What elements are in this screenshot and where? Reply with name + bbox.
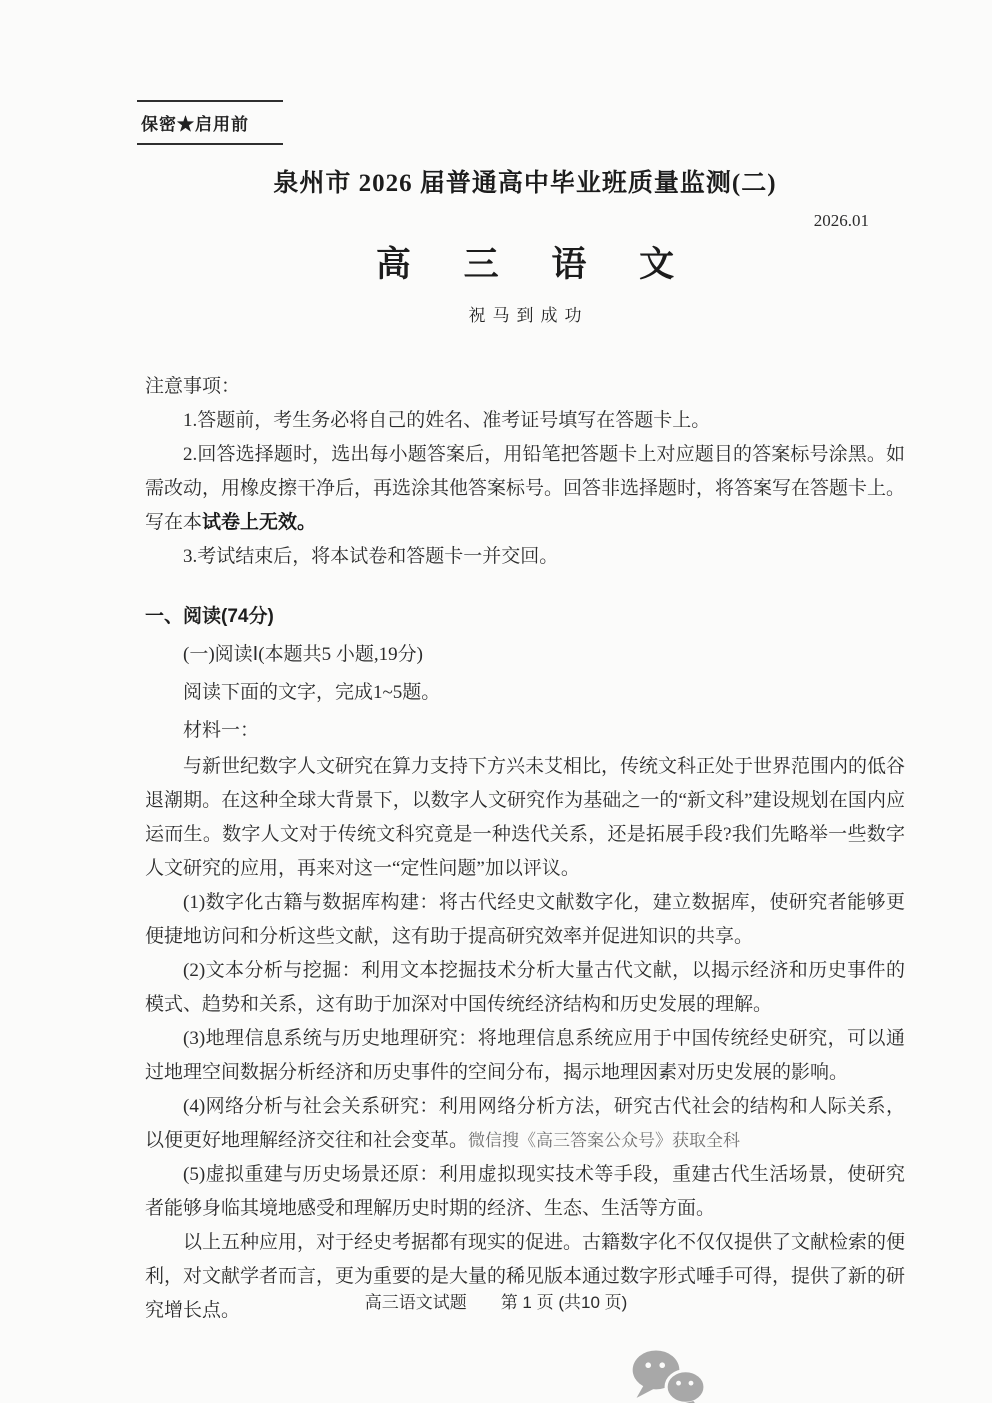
- notice-item-3: 3.考试结束后，将本试卷和答题卡一并交回。: [183, 546, 559, 567]
- confidential-banner: [137, 100, 283, 145]
- wechat-icon: [618, 1345, 722, 1403]
- wechat-ad-watermark: 微信搜《高三答案公众号》获取全科: [468, 1131, 741, 1150]
- material-label: 材料一：: [183, 720, 260, 741]
- material-paragraph-4: (3)地理信息系统与历史地理研究：将地理信息系统应用于中国传统经史研究，可以通过地理空间数据分析经济和历史事件的空间分布，揭示地理因素对历史发展的影响。: [145, 1028, 905, 1083]
- material-paragraph-7: 以上五种应用，对于经史考据都有现实的促进。古籍数字化不仅仅提供了文献检索的便利，对文献学者而言，更为重要的是大量的稀见版本通过数字形式唾手可得，提供了新的研究增长点。: [145, 1232, 906, 1321]
- footer-doc-label: 高三语文试题: [364, 1293, 467, 1312]
- material-paragraph-2: (1)数字化古籍与数据库构建：将古代经史文献数字化，建立数据库，使研究者能够更便捷地访问和分析这些文献，这有助于提高研究效率并促进知识的共享。: [145, 892, 905, 947]
- notice-item-2-text: 2.回答选择题时，选出每小题答案后，用铅笔把答题卡上对应题目的答案标号涂黑。如需改动，用橡皮擦干净后，再选涂其他答案标号。回答非选择题时，将答案写在答题卡上。写在本: [145, 444, 906, 533]
- notice-item-2-emphasis: 试卷上无效。: [202, 512, 317, 533]
- notice-item-1: 1.答题前，考生务必将自己的姓名、准考证号填写在答题卡上。: [183, 410, 711, 431]
- footer-page-info: 第 1 页 (共10 页): [500, 1293, 628, 1312]
- reading-subheading: (一)阅读Ⅰ(本题共5 小题,19分): [183, 644, 423, 665]
- confidential-label: 保密★启用前: [141, 115, 249, 134]
- material-paragraph-3: (2)文本分析与挖掘：利用文本挖掘技术分析大量古代文献，以揭示经济和历史事件的模式、趋势和关系，这有助于加深对中国传统经济结构和历史发展的理解。: [145, 960, 905, 1015]
- material-paragraph-5: [145, 1090, 905, 1158]
- exam-date: 2026.01: [813, 211, 869, 230]
- motto-line: 祝马到成功: [468, 306, 589, 325]
- material-one-body: [145, 750, 905, 1328]
- notice-heading: 注意事项：: [145, 376, 241, 397]
- notice-section: [145, 370, 905, 574]
- reading-instruction: 阅读下面的文字，完成1~5题。: [183, 682, 441, 703]
- reading-section-heading: 一、阅读(74分): [145, 606, 274, 627]
- notice-item-2: [145, 438, 905, 540]
- material-paragraph-1: 与新世纪数字人文研究在算力支持下方兴未艾相比，传统文科正处于世界范围内的低谷退潮期。在这种全球大背景下，以数字人文研究作为基础之一的“新文科”建设规划在国内应运而生。数字人文对于传统文科究竟是一种迭代关系，还是拓展手段?我们先略举一些数字人文研究的应用，再来对这一“定性问题”加以评议。: [145, 756, 906, 879]
- material-paragraph-6: (5)虚拟重建与历史场景还原：利用虚拟现实技术等手段，重建古代生活场景，使研究者能够身临其境地感受和理解历史时期的经济、生态、生活等方面。: [145, 1164, 905, 1219]
- subject-title: 高 三 语 文: [375, 245, 697, 284]
- exam-title: 泉州市 2026 届普通高中毕业班质量监测(二): [273, 170, 777, 197]
- material-paragraph-5-text: (4)网络分析与社会关系研究：利用网络分析方法，研究古代社会的结构和人际关系，以便更好地理解经济交往和社会变革。: [145, 1096, 905, 1151]
- page-footer: [0, 1288, 992, 1313]
